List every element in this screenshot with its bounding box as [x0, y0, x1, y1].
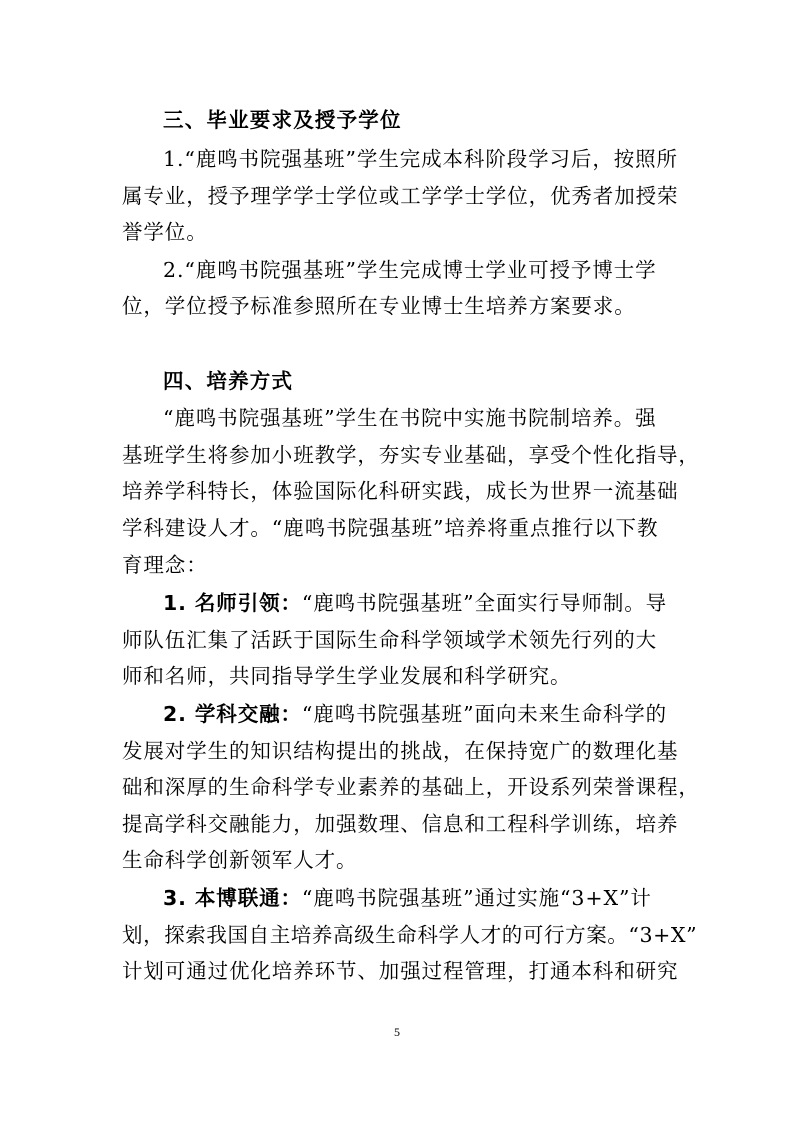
section-4-item-1-line-3: 师和名师，共同指导学生学业发展和科学研究。: [122, 664, 572, 688]
section-3-item-1-line-3: 誉学位。: [122, 220, 208, 244]
section-4-item-2-line-1: [163, 700, 723, 728]
section-3-item-2-line-1: 2.“鹿鸣书院强基班”学生完成博士学业可授予博士学: [163, 258, 657, 282]
section-4-intro-line-3: 培养学科特长，体验国际化科研实践，成长为世界一流基础: [122, 479, 679, 503]
page-number: 5: [394, 1025, 400, 1039]
section-4-item-1-line-2: 师队伍汇集了活跃于国际生命科学领域学术领先行列的大: [122, 628, 657, 652]
section-4-item-2-line-5: 生命科学创新领军人才。: [122, 848, 358, 872]
section-4-intro-line-2: 基班学生将参加小班教学，夯实专业基础，享受个性化指导，: [122, 443, 700, 467]
section-3-item-1-line-2: 属专业，授予理学学士学位或工学学士学位，优秀者加授荣: [122, 184, 679, 208]
section-4-item-1-line-1: [163, 589, 723, 617]
section-4-item-2-line-4: 提高学科交融能力，加强数理、信息和工程科学训练，培养: [122, 812, 679, 836]
section-3-item-2-line-2: 位，学位授予标准参照所在专业博士生培养方案要求。: [122, 294, 636, 318]
section-4-item-2-line-2: 发展对学生的知识结构提出的挑战，在保持宽广的数理化基: [122, 739, 679, 763]
item-1-title: 1. 名师引领：: [163, 591, 302, 615]
item-1-text-1: “鹿鸣书院强基班”全面实行导师制。导: [301, 591, 668, 615]
section-4-intro-line-1: “鹿鸣书院强基班”学生在书院中实施书院制培养。强: [163, 406, 657, 430]
section-4-item-3-line-3: 计划可通过优化培养环节、加强过程管理，打通本科和研究: [122, 959, 679, 983]
section-4-item-3-line-1: [163, 884, 723, 912]
item-3-title: 3. 本博联通：: [163, 886, 302, 910]
section-3-heading: 三、毕业要求及授予学位: [163, 108, 402, 132]
section-3-item-1-line-1: 1.“鹿鸣书院强基班”学生完成本科阶段学习后，按照所: [163, 147, 678, 171]
section-4-heading: 四、培养方式: [163, 369, 294, 393]
item-2-text-1: “鹿鸣书院强基班”面向未来生命科学的: [301, 702, 668, 726]
section-4-intro-line-5: 育理念：: [122, 553, 208, 577]
item-2-title: 2. 学科交融：: [163, 702, 302, 726]
section-4-item-2-line-3: 础和深厚的生命科学专业素养的基础上，开设系列荣誉课程，: [122, 775, 700, 799]
section-4-item-3-line-2: 划，探索我国自主培养高级生命科学人才的可行方案。“3+X”: [122, 923, 698, 947]
section-4-intro-line-4: 学科建设人才。“鹿鸣书院强基班”培养将重点推行以下教: [122, 516, 659, 540]
item-3-text-1: “鹿鸣书院强基班”通过实施“3+X”计: [301, 886, 652, 910]
